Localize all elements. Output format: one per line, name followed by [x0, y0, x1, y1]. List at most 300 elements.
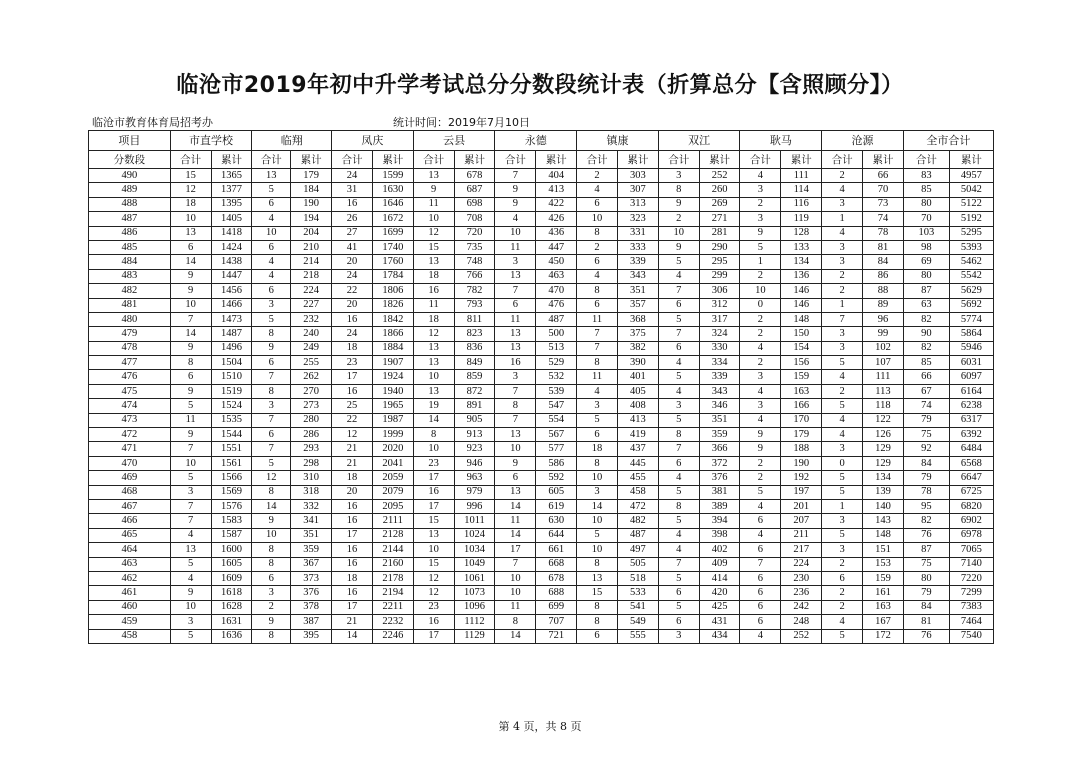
value-cell: 450	[536, 255, 577, 269]
value-cell: 447	[536, 240, 577, 254]
value-cell: 1609	[211, 571, 252, 585]
value-cell: 3	[822, 514, 863, 528]
value-cell: 398	[699, 528, 740, 542]
value-cell: 21	[332, 615, 373, 629]
value-cell: 5	[658, 485, 699, 499]
value-cell: 1024	[454, 528, 495, 542]
count-header: 合计	[170, 151, 211, 169]
value-cell: 7	[170, 442, 211, 456]
value-cell: 2	[740, 356, 781, 370]
value-cell: 367	[291, 557, 332, 571]
value-cell: 298	[291, 456, 332, 470]
value-cell: 372	[699, 456, 740, 470]
value-cell: 269	[699, 197, 740, 211]
score-cell: 466	[89, 514, 171, 528]
value-cell: 312	[699, 298, 740, 312]
value-cell: 419	[617, 428, 658, 442]
value-cell: 1061	[454, 571, 495, 585]
value-cell: 227	[291, 298, 332, 312]
value-cell: 463	[536, 269, 577, 283]
value-cell: 7	[822, 312, 863, 326]
cumulative-header: 累计	[863, 151, 904, 169]
value-cell: 2178	[372, 571, 413, 585]
value-cell: 9	[170, 284, 211, 298]
value-cell: 10	[577, 212, 618, 226]
value-cell: 1940	[372, 384, 413, 398]
value-cell: 2246	[372, 629, 413, 643]
score-cell: 460	[89, 600, 171, 614]
value-cell: 9	[495, 197, 536, 211]
cumulative-header: 累计	[454, 151, 495, 169]
value-cell: 13	[495, 341, 536, 355]
value-cell: 872	[454, 384, 495, 398]
value-cell: 9	[495, 456, 536, 470]
value-cell: 8	[495, 615, 536, 629]
score-cell: 471	[89, 442, 171, 456]
table-row	[89, 629, 994, 643]
value-cell: 2059	[372, 471, 413, 485]
value-cell: 6647	[949, 471, 993, 485]
value-cell: 260	[699, 183, 740, 197]
value-cell: 295	[699, 255, 740, 269]
value-cell: 3	[822, 327, 863, 341]
value-cell: 549	[617, 615, 658, 629]
value-cell: 5	[577, 528, 618, 542]
value-cell: 1842	[372, 312, 413, 326]
value-cell: 18	[332, 471, 373, 485]
value-cell: 15	[413, 514, 454, 528]
value-cell: 9	[170, 428, 211, 442]
value-cell: 194	[291, 212, 332, 226]
value-cell: 299	[699, 269, 740, 283]
value-cell: 1784	[372, 269, 413, 283]
score-cell: 462	[89, 571, 171, 585]
value-cell: 3	[822, 255, 863, 269]
value-cell: 80	[903, 269, 949, 283]
value-cell: 9	[252, 514, 291, 528]
value-cell: 7540	[949, 629, 993, 643]
score-cell: 470	[89, 456, 171, 470]
value-cell: 313	[617, 197, 658, 211]
value-cell: 10	[495, 571, 536, 585]
value-cell: 163	[781, 384, 822, 398]
score-cell: 469	[89, 471, 171, 485]
value-cell: 6392	[949, 428, 993, 442]
table-row	[89, 600, 994, 614]
value-cell: 15	[413, 240, 454, 254]
value-cell: 2	[822, 384, 863, 398]
value-cell: 10	[170, 298, 211, 312]
value-cell: 1535	[211, 413, 252, 427]
value-cell: 644	[536, 528, 577, 542]
value-cell: 89	[863, 298, 904, 312]
region-header: 双江	[658, 131, 740, 151]
value-cell: 163	[863, 600, 904, 614]
value-cell: 9	[170, 384, 211, 398]
value-cell: 3	[658, 169, 699, 183]
value-cell: 668	[536, 557, 577, 571]
score-cell: 467	[89, 499, 171, 513]
value-cell: 126	[863, 428, 904, 442]
value-cell: 408	[617, 399, 658, 413]
value-cell: 9	[252, 341, 291, 355]
value-cell: 4	[740, 169, 781, 183]
value-cell: 3	[252, 586, 291, 600]
value-cell: 359	[699, 428, 740, 442]
value-cell: 3	[740, 370, 781, 384]
value-cell: 1496	[211, 341, 252, 355]
value-cell: 13	[495, 269, 536, 283]
value-cell: 16	[495, 356, 536, 370]
value-cell: 197	[781, 485, 822, 499]
value-cell: 357	[617, 298, 658, 312]
table-row	[89, 212, 994, 226]
value-cell: 129	[863, 456, 904, 470]
value-cell: 17	[413, 471, 454, 485]
value-cell: 129	[863, 442, 904, 456]
value-cell: 13	[170, 543, 211, 557]
table-row	[89, 356, 994, 370]
value-cell: 4	[658, 356, 699, 370]
value-cell: 63	[903, 298, 949, 312]
value-cell: 84	[903, 600, 949, 614]
value-cell: 70	[903, 212, 949, 226]
value-cell: 4	[495, 212, 536, 226]
value-cell: 4	[740, 629, 781, 643]
value-cell: 404	[536, 169, 577, 183]
value-cell: 1365	[211, 169, 252, 183]
value-cell: 3	[170, 615, 211, 629]
value-cell: 8	[170, 356, 211, 370]
value-cell: 14	[170, 255, 211, 269]
value-cell: 13	[413, 255, 454, 269]
value-cell: 80	[903, 571, 949, 585]
value-cell: 154	[781, 341, 822, 355]
value-cell: 4	[252, 255, 291, 269]
value-cell: 339	[699, 370, 740, 384]
value-cell: 1599	[372, 169, 413, 183]
value-cell: 2	[822, 600, 863, 614]
value-cell: 92	[903, 442, 949, 456]
value-cell: 7065	[949, 543, 993, 557]
value-cell: 1049	[454, 557, 495, 571]
value-cell: 167	[863, 615, 904, 629]
value-cell: 6725	[949, 485, 993, 499]
table-row	[89, 543, 994, 557]
value-cell: 2	[252, 600, 291, 614]
value-cell: 4	[170, 571, 211, 585]
value-cell: 5	[822, 528, 863, 542]
value-cell: 455	[617, 471, 658, 485]
value-cell: 513	[536, 341, 577, 355]
value-cell: 17	[332, 370, 373, 384]
value-cell: 5	[658, 370, 699, 384]
value-cell: 720	[454, 226, 495, 240]
value-cell: 7	[577, 341, 618, 355]
value-cell: 11	[495, 514, 536, 528]
value-cell: 3	[740, 399, 781, 413]
value-cell: 1	[822, 212, 863, 226]
score-cell: 465	[89, 528, 171, 542]
score-cell: 468	[89, 485, 171, 499]
value-cell: 0	[822, 456, 863, 470]
table-row	[89, 197, 994, 211]
value-cell: 13	[495, 327, 536, 341]
value-cell: 75	[903, 557, 949, 571]
value-cell: 11	[495, 600, 536, 614]
value-cell: 111	[863, 370, 904, 384]
value-cell: 12	[170, 183, 211, 197]
value-cell: 10	[170, 212, 211, 226]
value-cell: 500	[536, 327, 577, 341]
value-cell: 1884	[372, 341, 413, 355]
value-cell: 20	[332, 255, 373, 269]
value-cell: 1473	[211, 312, 252, 326]
value-cell: 4	[658, 543, 699, 557]
value-cell: 151	[863, 543, 904, 557]
value-cell: 859	[454, 370, 495, 384]
value-cell: 150	[781, 327, 822, 341]
value-cell: 409	[699, 557, 740, 571]
value-cell: 6031	[949, 356, 993, 370]
value-cell: 79	[903, 586, 949, 600]
value-cell: 8	[252, 327, 291, 341]
value-cell: 18	[332, 341, 373, 355]
value-cell: 7	[495, 557, 536, 571]
value-cell: 1504	[211, 356, 252, 370]
value-cell: 6820	[949, 499, 993, 513]
value-cell: 122	[863, 413, 904, 427]
value-cell: 13	[413, 384, 454, 398]
value-cell: 1405	[211, 212, 252, 226]
value-cell: 252	[699, 169, 740, 183]
value-cell: 351	[291, 528, 332, 542]
value-cell: 10	[495, 442, 536, 456]
table-row	[89, 183, 994, 197]
value-cell: 6	[252, 197, 291, 211]
region-header: 镇康	[577, 131, 659, 151]
value-cell: 9	[170, 341, 211, 355]
value-cell: 6	[740, 543, 781, 557]
value-cell: 375	[617, 327, 658, 341]
value-cell: 5393	[949, 240, 993, 254]
value-cell: 678	[536, 571, 577, 585]
value-cell: 1447	[211, 269, 252, 283]
value-cell: 10	[495, 226, 536, 240]
value-cell: 849	[454, 356, 495, 370]
value-cell: 458	[617, 485, 658, 499]
score-cell: 486	[89, 226, 171, 240]
score-cell: 473	[89, 413, 171, 427]
value-cell: 5	[170, 471, 211, 485]
count-header: 合计	[822, 151, 863, 169]
value-cell: 1424	[211, 240, 252, 254]
value-cell: 7383	[949, 600, 993, 614]
value-cell: 487	[536, 312, 577, 326]
value-cell: 22	[332, 413, 373, 427]
value-cell: 84	[903, 456, 949, 470]
value-cell: 236	[781, 586, 822, 600]
value-cell: 793	[454, 298, 495, 312]
value-cell: 541	[617, 600, 658, 614]
value-cell: 5	[577, 413, 618, 427]
value-cell: 5	[658, 514, 699, 528]
value-cell: 6164	[949, 384, 993, 398]
value-cell: 2	[740, 197, 781, 211]
region-header: 沧源	[822, 131, 904, 151]
value-cell: 1636	[211, 629, 252, 643]
value-cell: 10	[413, 212, 454, 226]
value-cell: 8	[658, 183, 699, 197]
item-label: 项目	[89, 131, 171, 151]
value-cell: 5	[658, 255, 699, 269]
value-cell: 996	[454, 499, 495, 513]
value-cell: 2144	[372, 543, 413, 557]
value-cell: 7	[658, 557, 699, 571]
value-cell: 13	[413, 356, 454, 370]
value-cell: 5	[658, 600, 699, 614]
value-cell: 1907	[372, 356, 413, 370]
value-cell: 69	[903, 255, 949, 269]
value-cell: 23	[332, 356, 373, 370]
value-cell: 414	[699, 571, 740, 585]
score-cell: 479	[89, 327, 171, 341]
value-cell: 368	[617, 312, 658, 326]
value-cell: 7	[170, 514, 211, 528]
value-cell: 23	[413, 600, 454, 614]
region-header: 永德	[495, 131, 577, 151]
table-row	[89, 169, 994, 183]
value-cell: 2	[658, 212, 699, 226]
count-header: 合计	[658, 151, 699, 169]
value-cell: 6	[740, 514, 781, 528]
value-cell: 7	[495, 169, 536, 183]
value-cell: 6	[822, 571, 863, 585]
value-cell: 413	[536, 183, 577, 197]
value-cell: 1740	[372, 240, 413, 254]
value-cell: 7	[170, 499, 211, 513]
table-row	[89, 312, 994, 326]
value-cell: 21	[332, 442, 373, 456]
value-cell: 317	[699, 312, 740, 326]
value-cell: 15	[413, 557, 454, 571]
count-header: 合计	[413, 151, 454, 169]
value-cell: 82	[903, 341, 949, 355]
value-cell: 78	[903, 485, 949, 499]
value-cell: 351	[699, 413, 740, 427]
value-cell: 8	[658, 499, 699, 513]
value-cell: 1	[740, 255, 781, 269]
value-cell: 214	[291, 255, 332, 269]
value-cell: 3	[658, 629, 699, 643]
value-cell: 376	[699, 471, 740, 485]
value-cell: 146	[781, 284, 822, 298]
value-cell: 2	[577, 240, 618, 254]
cumulative-header: 累计	[291, 151, 332, 169]
value-cell: 8	[577, 600, 618, 614]
value-cell: 156	[781, 356, 822, 370]
value-cell: 90	[903, 327, 949, 341]
value-cell: 913	[454, 428, 495, 442]
value-cell: 1395	[211, 197, 252, 211]
value-cell: 67	[903, 384, 949, 398]
value-cell: 2	[822, 284, 863, 298]
value-cell: 434	[699, 629, 740, 643]
value-cell: 18	[332, 571, 373, 585]
value-cell: 1544	[211, 428, 252, 442]
value-cell: 19	[413, 399, 454, 413]
value-cell: 8	[252, 629, 291, 643]
value-cell: 555	[617, 629, 658, 643]
value-cell: 567	[536, 428, 577, 442]
value-cell: 7	[170, 312, 211, 326]
value-cell: 190	[781, 456, 822, 470]
value-cell: 13	[413, 341, 454, 355]
value-cell: 204	[291, 226, 332, 240]
value-cell: 1438	[211, 255, 252, 269]
table-row	[89, 255, 994, 269]
value-cell: 373	[291, 571, 332, 585]
value-cell: 96	[863, 312, 904, 326]
table-row	[89, 514, 994, 528]
value-cell: 401	[617, 370, 658, 384]
value-cell: 1561	[211, 456, 252, 470]
value-cell: 823	[454, 327, 495, 341]
value-cell: 332	[291, 499, 332, 513]
value-cell: 6	[740, 571, 781, 585]
value-cell: 1466	[211, 298, 252, 312]
table-row	[89, 528, 994, 542]
value-cell: 12	[413, 571, 454, 585]
value-cell: 8	[658, 428, 699, 442]
value-cell: 21	[332, 456, 373, 470]
value-cell: 9	[740, 428, 781, 442]
value-cell: 81	[863, 240, 904, 254]
value-cell: 14	[495, 528, 536, 542]
value-cell: 6	[252, 356, 291, 370]
value-cell: 18	[577, 442, 618, 456]
value-cell: 4	[822, 183, 863, 197]
value-cell: 79	[903, 413, 949, 427]
value-cell: 4	[252, 212, 291, 226]
value-cell: 539	[536, 384, 577, 398]
value-cell: 262	[291, 370, 332, 384]
value-cell: 343	[617, 269, 658, 283]
value-cell: 1600	[211, 543, 252, 557]
table-row	[89, 269, 994, 283]
value-cell: 2	[740, 456, 781, 470]
table-row	[89, 298, 994, 312]
value-cell: 3	[740, 212, 781, 226]
value-cell: 26	[332, 212, 373, 226]
region-header: 云县	[413, 131, 495, 151]
value-cell: 4	[740, 341, 781, 355]
value-cell: 2232	[372, 615, 413, 629]
value-cell: 192	[781, 471, 822, 485]
value-cell: 333	[617, 240, 658, 254]
value-cell: 13	[170, 226, 211, 240]
value-cell: 9	[170, 586, 211, 600]
value-cell: 766	[454, 269, 495, 283]
value-cell: 678	[454, 169, 495, 183]
value-cell: 4	[822, 428, 863, 442]
score-cell: 458	[89, 629, 171, 643]
table-row	[89, 384, 994, 398]
value-cell: 118	[863, 399, 904, 413]
value-cell: 7	[658, 284, 699, 298]
value-cell: 8	[413, 428, 454, 442]
value-cell: 293	[291, 442, 332, 456]
